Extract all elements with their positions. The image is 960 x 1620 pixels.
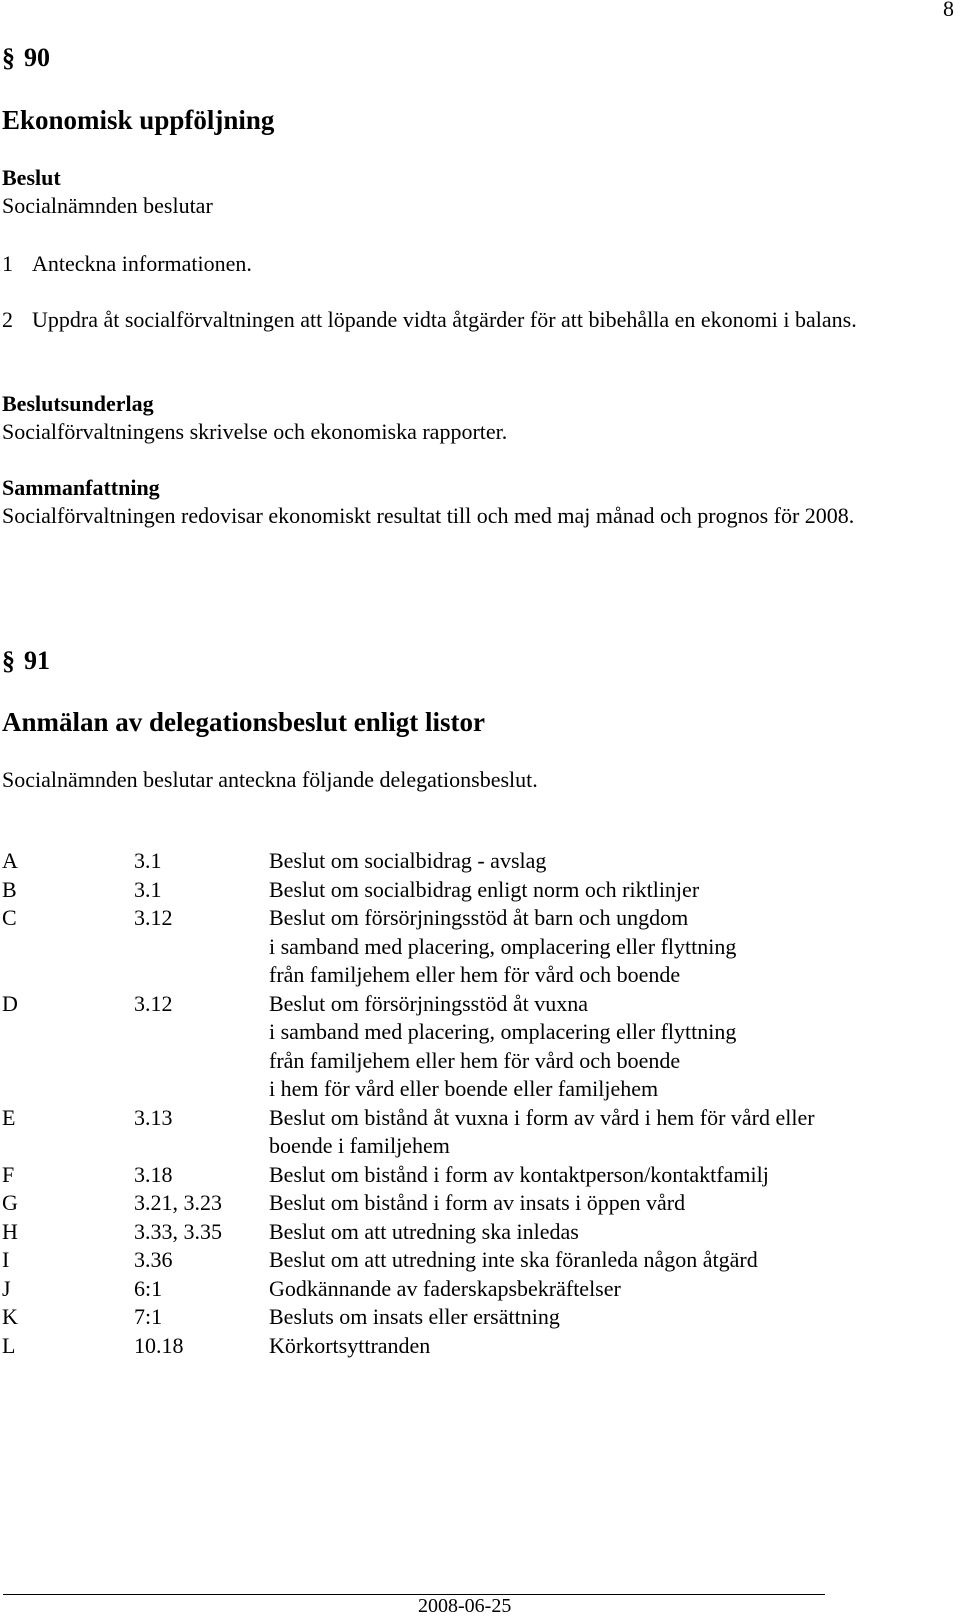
list-item-ref: 3.12 xyxy=(134,905,173,930)
list-item-line: boende i familjehem xyxy=(269,1133,450,1158)
list-item-ref: 3.18 xyxy=(134,1161,173,1187)
list-item-letter: K xyxy=(2,1304,18,1329)
list-item-ref: 3.13 xyxy=(134,1104,173,1130)
list-item xyxy=(2,1303,932,1332)
list-item-letter: A xyxy=(2,848,18,873)
section-symbol: § xyxy=(2,646,15,675)
list-item-ref: 3.1 xyxy=(134,876,162,902)
section-90-title: Ekonomisk uppföljning xyxy=(2,105,275,135)
list-item-line: Körkortsyttranden xyxy=(269,1332,431,1358)
list-item-description xyxy=(269,1218,932,1247)
list-item xyxy=(2,876,932,905)
footer-date: 2008-06-25 xyxy=(418,1595,512,1617)
list-item-letter: C xyxy=(2,905,17,930)
list-item-line: Beslut om att utredning inte ska föranleda någon åtgärd xyxy=(269,1247,758,1272)
list-item-line: Beslut om att utredning ska inledas xyxy=(269,1218,579,1244)
list-item-line: Godkännande av faderskapsbekräftelser xyxy=(269,1275,621,1301)
section-91-heading xyxy=(2,646,50,676)
list-item-ref: 3.36 xyxy=(134,1247,173,1272)
section-number: 90 xyxy=(24,43,50,72)
decision-item-text: Anteckna informationen. xyxy=(32,251,252,276)
list-item xyxy=(2,1275,932,1304)
list-item-ref: 3.1 xyxy=(134,848,162,873)
decision-item-2 xyxy=(2,306,932,334)
list-item xyxy=(2,1104,932,1161)
list-item-description xyxy=(269,1189,932,1218)
list-item xyxy=(2,1332,932,1361)
list-item-letter: L xyxy=(2,1332,16,1358)
delegation-list xyxy=(2,847,932,1360)
list-item-description xyxy=(269,990,932,1104)
list-item-ref: 7:1 xyxy=(134,1304,163,1329)
list-item-description xyxy=(269,1303,932,1332)
list-item-line: i samband med placering, omplacering eller flyttning xyxy=(269,1019,737,1044)
list-item-line: Beslut om bistånd i form av insats i öppen vård xyxy=(269,1190,686,1215)
list-item xyxy=(2,990,932,1104)
list-item-line: Beslut om bistånd i form av kontaktperson/kontaktfamilj xyxy=(269,1161,769,1187)
beslut-label: Beslut xyxy=(2,165,61,190)
sammanfattning-label: Sammanfattning xyxy=(2,475,160,500)
decision-item-1 xyxy=(2,250,932,278)
list-item-letter: E xyxy=(2,1104,16,1130)
section-90-heading xyxy=(2,43,50,73)
list-item-description xyxy=(269,1104,932,1161)
list-item-line: Beslut om försörjningsstöd åt vuxna xyxy=(269,990,588,1016)
list-item-letter: B xyxy=(2,876,17,902)
list-item xyxy=(2,847,932,876)
list-item xyxy=(2,904,932,990)
decision-item-text: Uppdra åt socialförvaltningen att löpande vidta åtgärder för att bibehålla en ekonomi i balans. xyxy=(32,307,857,332)
list-item-line: Beslut om socialbidrag enligt norm och riktlinjer xyxy=(269,876,700,902)
list-item-description xyxy=(269,876,932,905)
list-item-description xyxy=(269,1275,932,1304)
section-91-title: Anmälan av delegationsbeslut enligt listor xyxy=(2,707,486,737)
decision-item-number: 1 xyxy=(2,251,13,276)
list-item-description xyxy=(269,1161,932,1190)
list-item-ref: 3.21, 3.23 xyxy=(134,1190,222,1215)
beslutsunderlag-label: Beslutsunderlag xyxy=(2,391,154,416)
list-item-ref: 3.33, 3.35 xyxy=(134,1218,222,1244)
list-item-line: från familjehem eller hem för vård och boende xyxy=(269,962,681,987)
list-item xyxy=(2,1161,932,1190)
section-91-intro: Socialnämnden beslutar anteckna följande delegationsbeslut. xyxy=(2,767,538,792)
list-item-letter: H xyxy=(2,1218,18,1244)
list-item-letter: F xyxy=(2,1161,15,1187)
beslutsunderlag-text: Socialförvaltningens skrivelse och ekonomiska rapporter. xyxy=(2,419,508,444)
list-item-ref: 3.12 xyxy=(134,990,173,1016)
section-number: 91 xyxy=(24,646,50,675)
list-item-ref: 10.18 xyxy=(134,1332,184,1358)
list-item-description xyxy=(269,904,932,990)
list-item xyxy=(2,1246,932,1275)
list-item-line: från familjehem eller hem för vård och boende xyxy=(269,1047,681,1073)
list-item-line: Beslut om socialbidrag - avslag xyxy=(269,848,547,873)
list-item-description xyxy=(269,1332,932,1361)
list-item-description xyxy=(269,1246,932,1275)
list-item-letter: D xyxy=(2,990,18,1016)
beslut-text: Socialnämnden beslutar xyxy=(2,193,213,218)
list-item-description xyxy=(269,847,932,876)
list-item xyxy=(2,1218,932,1247)
page-number: 8 xyxy=(943,0,954,21)
section-symbol: § xyxy=(2,43,15,72)
list-item-line: Besluts om insats eller ersättning xyxy=(269,1304,560,1329)
list-item-letter: G xyxy=(2,1190,18,1215)
list-item-line: i samband med placering, omplacering eller flyttning xyxy=(269,933,737,959)
list-item-letter: I xyxy=(2,1247,10,1272)
list-item-ref: 6:1 xyxy=(134,1275,163,1301)
list-item-line: Beslut om bistånd åt vuxna i form av vård i hem för vård eller xyxy=(269,1104,815,1130)
decision-item-number: 2 xyxy=(2,307,13,332)
list-item xyxy=(2,1189,932,1218)
list-item-letter: J xyxy=(2,1275,11,1301)
sammanfattning-text: Socialförvaltningen redovisar ekonomiskt resultat till och med maj månad och prognos för 2008. xyxy=(2,503,855,528)
list-item-line: Beslut om försörjningsstöd åt barn och ungdom xyxy=(269,905,689,930)
footer-divider xyxy=(3,1594,825,1595)
list-item-line: i hem för vård eller boende eller familjehem xyxy=(269,1076,659,1101)
